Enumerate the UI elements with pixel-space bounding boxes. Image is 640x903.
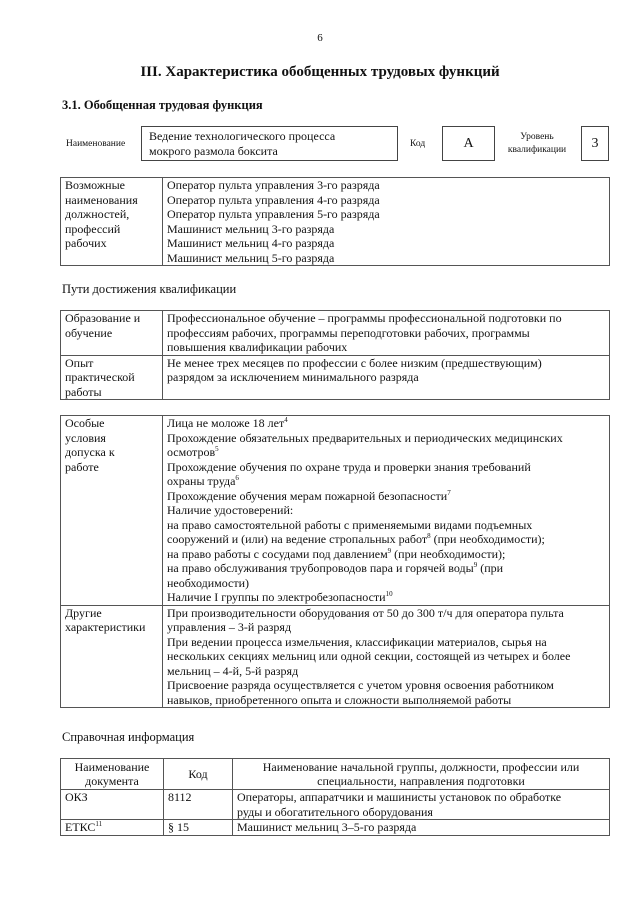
text-line: Прохождение обязательных предварительных и периодических медицинских xyxy=(167,430,563,445)
footnote-ref: 11 xyxy=(95,820,103,828)
education-text xyxy=(163,311,610,356)
text-fragment: охраны труда xyxy=(167,474,236,488)
text-line xyxy=(167,547,605,562)
header-line: Наименование начальной группы, должности, профессии или xyxy=(262,760,580,774)
header-code: Код xyxy=(164,759,233,790)
text-line: Присвоение разряда осуществляется с учетом уровня освоения работником xyxy=(167,678,554,692)
label-line: профессий xyxy=(65,221,121,236)
header-group xyxy=(233,759,610,790)
cell-code: § 15 xyxy=(164,820,233,836)
label-line: Опыт xyxy=(65,355,94,370)
name-label: Наименование xyxy=(66,139,126,149)
text-line xyxy=(167,445,605,460)
text-line: Профессиональное обучение – программы профессиональной подготовки по xyxy=(167,311,562,325)
page-number: 6 xyxy=(317,32,323,44)
text-line: навыков, приобретенного опыта и сложности выполняемой работы xyxy=(167,692,512,707)
label-line: работы xyxy=(65,384,102,399)
text-fragment: осмотров xyxy=(167,445,216,459)
text-line: повышения квалификации рабочих xyxy=(167,340,348,354)
footnote-ref: 6 xyxy=(235,474,239,482)
text-fragment: Наличие I группы по электробезопасности xyxy=(167,590,386,604)
footnote-ref: 9 xyxy=(473,561,478,569)
subsection-title: 3.1. Обобщенная трудовая функция xyxy=(62,98,263,112)
text-fragment: на право обслуживания трубопроводов пара и горячей воды xyxy=(167,561,474,575)
code-value: А xyxy=(442,126,495,161)
list-item: Оператор пульта управления 3-го разряда xyxy=(167,178,380,192)
paths-title: Пути достижения квалификации xyxy=(62,282,237,296)
label-line: Возможные xyxy=(65,178,125,192)
text-fragment: Лица не моложе 18 лет xyxy=(167,416,285,430)
special-label xyxy=(61,416,163,606)
qualification-table xyxy=(60,310,610,400)
footnote-ref: 4 xyxy=(284,416,288,424)
function-name-line: мокрого размола боксита xyxy=(149,144,278,158)
text-line: необходимости) xyxy=(167,575,250,590)
text-line: Не менее трех месяцев по профессии с более низким (предшествующим) xyxy=(167,355,542,370)
text-line: Прохождение обучения по охране труда и проверки знания требований xyxy=(167,459,531,474)
label-line: рабочих xyxy=(65,236,107,250)
reference-title: Справочная информация xyxy=(62,730,195,744)
footnote-ref: 5 xyxy=(215,445,219,453)
level-value: 3 xyxy=(581,126,609,161)
other-label xyxy=(61,605,163,708)
label-line: Образование и xyxy=(65,311,141,325)
positions-table xyxy=(60,177,610,266)
level-label-line: Уровень xyxy=(520,132,554,142)
reference-table xyxy=(60,758,610,836)
table-row xyxy=(61,416,610,606)
text-fragment: на право работы с сосудами под давлением xyxy=(167,546,388,561)
list-item: Машинист мельниц 5-го разряда xyxy=(167,250,335,265)
function-name-line: Ведение технологического процесса xyxy=(149,129,336,143)
list-item: Оператор пульта управления 4-го разряда xyxy=(167,192,380,207)
label-line: характеристики xyxy=(65,620,146,634)
cell-name xyxy=(233,790,610,820)
text-line: При производительности оборудования от 50 до 300 т/ч для оператора пульта xyxy=(167,605,564,620)
text-line: При ведении процесса измельчения, классификации материалов, сырья на xyxy=(167,634,547,649)
text-fragment: сооружений и (или) на ведение стропальных работ xyxy=(167,532,428,546)
header-line: документа xyxy=(85,774,139,788)
cell-document xyxy=(61,820,164,836)
text-line: разрядом за исключением минимального разряда xyxy=(167,370,419,384)
cell-text: ОКЗ xyxy=(65,790,88,804)
table-row xyxy=(61,355,610,400)
table-row xyxy=(61,820,610,836)
text-line: профессиям рабочих, программы переподготовки рабочих, программы xyxy=(167,325,530,340)
level-label-line: квалификации xyxy=(507,145,567,155)
label-line: допуска к xyxy=(65,445,115,459)
table-row xyxy=(61,178,610,266)
text-line: Операторы, аппаратчики и машинисты установок по обработке xyxy=(237,790,562,804)
list-item: Машинист мельниц 4-го разряда xyxy=(167,236,335,250)
list-item: Оператор пульта управления 5-го разряда xyxy=(167,207,380,221)
label-line: обучение xyxy=(65,325,113,340)
code-label: Код xyxy=(410,139,426,149)
text-line xyxy=(167,532,605,547)
list-item: Машинист мельниц 3-го разряда xyxy=(167,221,335,236)
label-line: должностей, xyxy=(65,207,130,221)
label-line: наименования xyxy=(65,192,138,207)
function-name-box xyxy=(141,126,398,161)
header-line: Наименование xyxy=(74,760,150,774)
footnote-ref: 10 xyxy=(385,590,393,598)
text-fragment: (при необходимости); xyxy=(391,546,506,561)
footnote-ref: 8 xyxy=(427,532,431,540)
label-line: Другие xyxy=(65,605,102,620)
text-line xyxy=(167,489,605,504)
label-line: работе xyxy=(65,459,99,474)
text-line: Наличие удостоверений: xyxy=(167,503,294,517)
text-line xyxy=(167,590,605,605)
cell-name xyxy=(233,820,610,836)
text-fragment: (при необходимости); xyxy=(430,532,545,546)
table-row xyxy=(61,311,610,356)
text-line: на право самостоятельной работы с применяемыми видами подъемных xyxy=(167,517,533,532)
footnote-ref: 9 xyxy=(387,546,392,555)
other-text xyxy=(163,605,610,708)
text-line: мельниц – 4-й, 5-й разряд xyxy=(167,663,299,678)
text-fragment: (при xyxy=(477,561,504,575)
conditions-table xyxy=(60,415,610,708)
label-line: Особые xyxy=(65,416,105,430)
cell-code: 8112 xyxy=(164,790,233,820)
special-text xyxy=(163,416,610,606)
cell-document xyxy=(61,790,164,820)
text-line xyxy=(167,561,605,576)
header-line: специальности, направления подготовки xyxy=(317,774,525,788)
cell-text: ЕТКС xyxy=(65,820,96,834)
text-line: Машинист мельниц 3–5-го разряда xyxy=(237,820,417,834)
table-row xyxy=(61,790,610,820)
table-row xyxy=(61,605,610,708)
table-header-row xyxy=(61,759,610,790)
text-line xyxy=(167,416,605,431)
positions-label xyxy=(61,178,163,266)
text-line: нескольких секциях мельниц или одной секции, состоящей из четырех и более xyxy=(167,649,571,663)
education-label xyxy=(61,311,163,356)
footnote-ref: 7 xyxy=(447,488,451,497)
section-title: III. Характеристика обобщенных трудовых функций xyxy=(140,64,500,80)
level-label xyxy=(498,131,576,157)
label-line: условия xyxy=(65,430,106,445)
text-line xyxy=(167,474,605,489)
text-line: управления – 3-й разряд xyxy=(167,620,292,634)
experience-text xyxy=(163,355,610,400)
text-line: руды и обогатительного оборудования xyxy=(237,804,433,819)
text-fragment: Прохождение обучения мерам пожарной безопасности xyxy=(167,488,448,503)
positions-list xyxy=(163,178,610,266)
header-document xyxy=(61,759,164,790)
label-line: практической xyxy=(65,370,135,384)
experience-label xyxy=(61,355,163,400)
